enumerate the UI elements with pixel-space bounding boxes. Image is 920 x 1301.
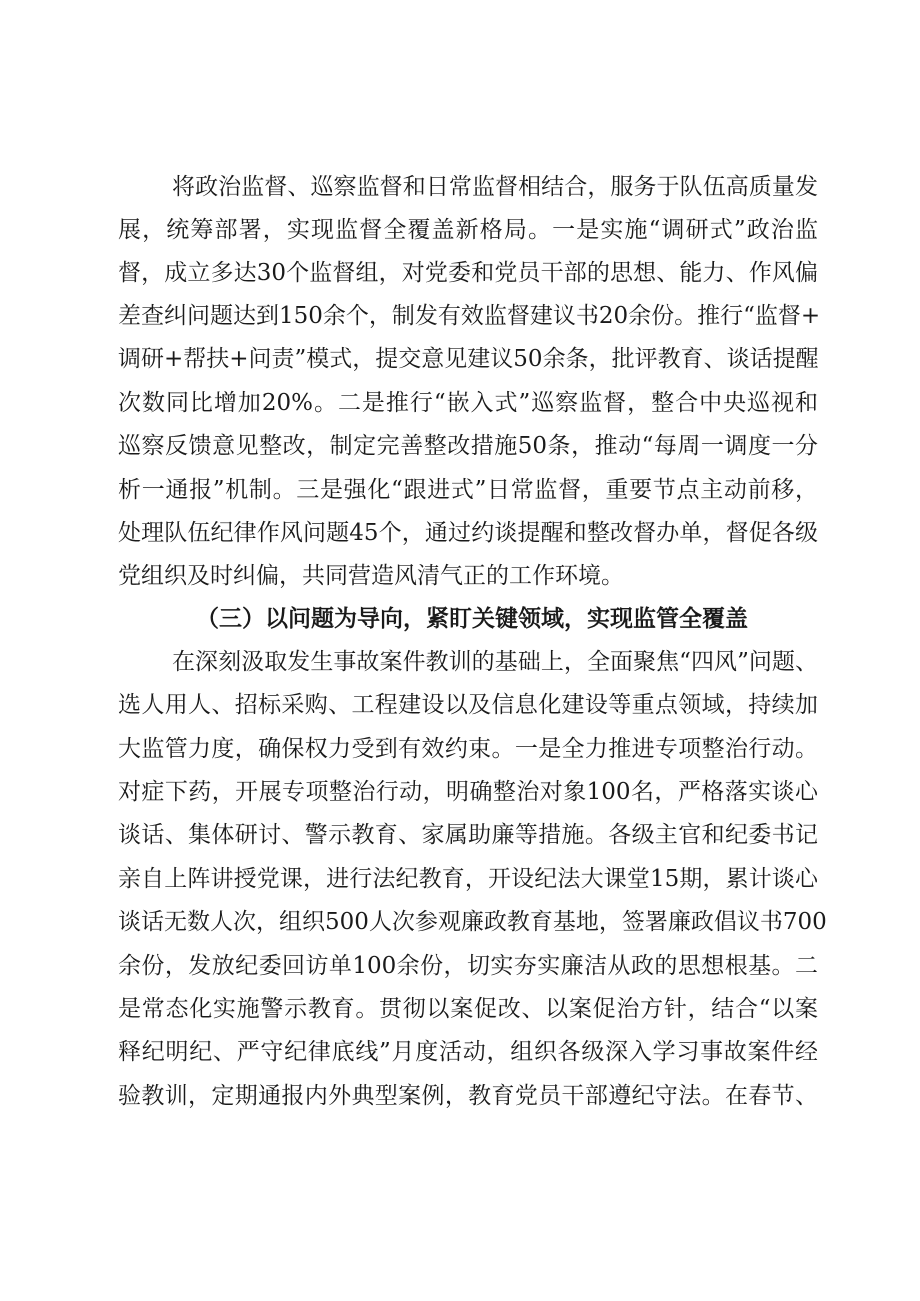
- paragraph-line: 党组织及时纠偏，共同营造风清气正的工作环境。: [118, 563, 624, 589]
- paragraph-line: 是常态化实施警示教育。贯彻以案促改、以案促治方针，结合“以案: [118, 996, 818, 1022]
- paragraph-line: 释纪明纪、严守纪律底线”月度活动，组织各级深入学习事故案件经: [118, 1039, 818, 1065]
- paragraph-line: 析一通报”机制。三是强化“跟进式”日常监督，重要节点主动前移，: [118, 477, 818, 503]
- paragraph-line: 巡察反馈意见整改，制定完善整改措施50条，推动“每周一调度一分: [118, 433, 818, 459]
- paragraph-line: 大监管力度，确保权力受到有效约束。一是全力推进专项整治行动。: [118, 736, 818, 762]
- paragraph-line: 督，成立多达30个监督组，对党委和党员干部的思想、能力、作风偏: [118, 260, 818, 286]
- paragraph-line: 展，统筹部署，实现监督全覆盖新格局。一是实施“调研式”政治监: [118, 217, 818, 243]
- paragraph-line: 调研+帮扶+问责”模式，提交意见建议50余条，批评教育、谈话提醒: [118, 346, 819, 372]
- paragraph-line: 对症下药，开展专项整治行动，明确整治对象100名，严格落实谈心: [118, 779, 818, 805]
- paragraph-line: 选人用人、招标采购、工程建设以及信息化建设等重点领域，持续加: [118, 692, 818, 718]
- paragraph-line: 在深刻汲取发生事故案件教训的基础上，全面聚焦“四风”问题、: [172, 649, 818, 675]
- paragraph-line: 谈话、集体研讨、警示教育、家属助廉等措施。各级主官和纪委书记: [118, 822, 818, 848]
- paragraph-line: 将政治监督、巡察监督和日常监督相结合，服务于队伍高质量发: [172, 174, 818, 200]
- paragraph-line: 亲自上阵讲授党课，进行法纪教育，开设纪法大课堂15期，累计谈心: [118, 866, 818, 892]
- paragraph-line: 差查纠问题达到150余个，制发有效监督建议书20余份。推行“监督+: [118, 303, 821, 329]
- section-heading: （三）以问题为导向，紧盯关键领域，实现监管全覆盖: [196, 606, 748, 632]
- paragraph-line: 验教训，定期通报内外典型案例，教育党员干部遵纪守法。在春节、: [118, 1083, 818, 1109]
- paragraph-line: 次数同比增加20%。二是推行“嵌入式”巡察监督，整合中央巡视和: [118, 390, 818, 416]
- paragraph-line: 处理队伍纪律作风问题45个，通过约谈提醒和整改督办单，督促各级: [118, 520, 818, 546]
- paragraph-line: 余份，发放纪委回访单100余份，切实夯实廉洁从政的思想根基。二: [118, 953, 818, 979]
- paragraph-line: 谈话无数人次，组织500人次参观廉政教育基地，签署廉政倡议书700: [118, 909, 827, 935]
